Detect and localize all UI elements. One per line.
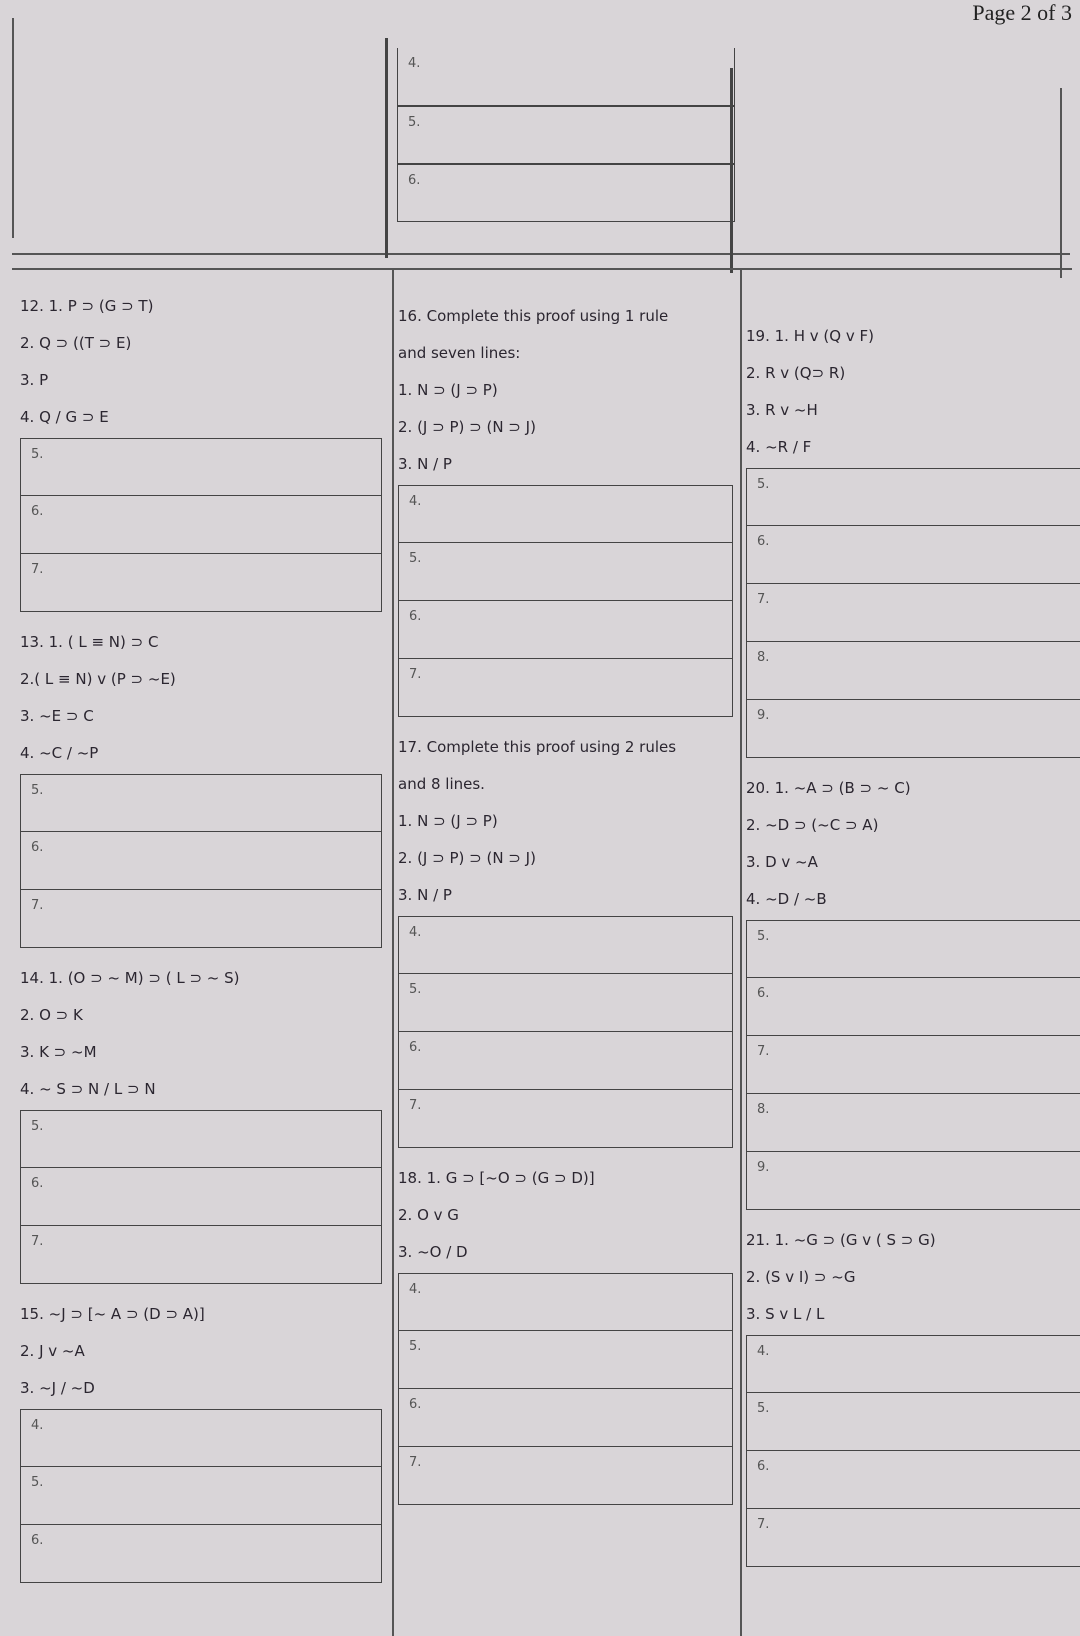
proof-row[interactable]: [398, 543, 733, 601]
premise-line: 2. (J ⊃ P) ⊃ (N ⊃ J): [398, 418, 536, 436]
row-number: 7.: [409, 1455, 422, 1470]
premise-line: 1. N ⊃ (J ⊃ P): [398, 812, 498, 830]
proof-table: [20, 438, 382, 612]
row-number: 7.: [757, 1517, 770, 1532]
problem-13: [20, 624, 382, 948]
proof-row[interactable]: [397, 164, 735, 222]
premise-line: 3. N / P: [398, 886, 452, 904]
top-strip: [12, 18, 1070, 255]
row-number: 6.: [31, 1176, 44, 1191]
problem-20: [746, 770, 1080, 1210]
proof-table: [398, 485, 733, 717]
premise-line: 14. 1. (O ⊃ ~ M) ⊃ ( L ⊃ ~ S): [20, 969, 240, 987]
premise-line: 3. ~O / D: [398, 1243, 468, 1261]
proof-table: [20, 1110, 382, 1284]
proof-row[interactable]: [746, 642, 1080, 700]
proof-row[interactable]: [20, 1409, 382, 1467]
premise-line: 2. (J ⊃ P) ⊃ (N ⊃ J): [398, 849, 536, 867]
column-middle: [392, 268, 733, 1636]
row-number: 5.: [31, 447, 44, 462]
proof-row[interactable]: [398, 1331, 733, 1389]
proof-row[interactable]: [20, 1168, 382, 1226]
proof-row[interactable]: [398, 1273, 733, 1331]
premise-line: 15. ~J ⊃ [~ A ⊃ (D ⊃ A)]: [20, 1305, 205, 1323]
premise-line: 4. ~C / ~P: [20, 744, 99, 762]
problem-12: [20, 268, 382, 612]
proof-row[interactable]: [20, 890, 382, 948]
row-number: 6.: [408, 173, 421, 188]
problem-15: [20, 1296, 382, 1583]
premise-line: 4. ~R / F: [746, 438, 812, 456]
problem-17: [398, 729, 733, 1148]
top-left-border: [12, 18, 14, 238]
row-number: 4.: [409, 925, 422, 940]
row-number: 9.: [757, 1160, 770, 1175]
row-number: 6.: [31, 504, 44, 519]
proof-row[interactable]: [20, 1110, 382, 1168]
proof-row[interactable]: [398, 1389, 733, 1447]
proof-table: [746, 920, 1080, 1210]
proof-row[interactable]: [20, 554, 382, 612]
problem-18: [398, 1160, 733, 1505]
proof-row[interactable]: [398, 1090, 733, 1148]
premise-line: 3. P: [20, 371, 49, 389]
row-number: 6.: [409, 609, 422, 624]
premise-line: 2. ~D ⊃ (~C ⊃ A): [746, 816, 879, 834]
proof-row[interactable]: [746, 700, 1080, 758]
proof-table: [20, 774, 382, 948]
instruction-line: and 8 lines.: [398, 775, 485, 793]
row-number: 6.: [757, 986, 770, 1001]
proof-table: [746, 468, 1080, 758]
premise-line: 3. R v ~H: [746, 401, 818, 419]
row-number: 6.: [757, 534, 770, 549]
premise-line: 3. N / P: [398, 455, 452, 473]
premise-line: 2. O ⊃ K: [20, 1006, 83, 1024]
proof-row[interactable]: [746, 1451, 1080, 1509]
proof-row[interactable]: [746, 526, 1080, 584]
proof-table: [398, 1273, 733, 1505]
premise-line: 3. S v L / L: [746, 1305, 825, 1323]
top-proof-table: [397, 48, 735, 222]
problem-19: [746, 268, 1080, 758]
instruction-line: 17. Complete this proof using 2 rules: [398, 738, 677, 756]
row-number: 5.: [409, 1339, 422, 1354]
row-number: 6.: [31, 840, 44, 855]
premise-line: 2. J v ~A: [20, 1342, 85, 1360]
premise-line: 3. ~J / ~D: [20, 1379, 95, 1397]
row-number: 5.: [408, 115, 421, 130]
row-number: 5.: [409, 982, 422, 997]
row-number: 7.: [31, 1234, 44, 1249]
row-number: 7.: [757, 592, 770, 607]
row-number: 5.: [31, 783, 44, 798]
proof-row[interactable]: [746, 1152, 1080, 1210]
premise-line: 18. 1. G ⊃ [~O ⊃ (G ⊃ D)]: [398, 1169, 595, 1187]
premise-line: 13. 1. ( L ≡ N) ⊃ C: [20, 633, 159, 651]
page-number: Page 2 of 3: [972, 0, 1072, 25]
proof-row[interactable]: [20, 774, 382, 832]
column-right: [740, 268, 1080, 1636]
column-left: [20, 268, 382, 1636]
premise-line: 4. Q / G ⊃ E: [20, 408, 109, 426]
proof-row[interactable]: [397, 48, 735, 106]
row-number: 5.: [31, 1475, 44, 1490]
premise-line: 1. N ⊃ (J ⊃ P): [398, 381, 498, 399]
row-number: 5.: [757, 929, 770, 944]
proof-row[interactable]: [746, 1036, 1080, 1094]
proof-row[interactable]: [20, 438, 382, 496]
proof-row[interactable]: [746, 1509, 1080, 1567]
premise-line: 12. 1. P ⊃ (G ⊃ T): [20, 297, 154, 315]
proof-row[interactable]: [746, 584, 1080, 642]
proof-table: [398, 916, 733, 1148]
row-number: 4.: [409, 494, 422, 509]
row-number: 4.: [409, 1282, 422, 1297]
premise-line: 2. (S v I) ⊃ ~G: [746, 1268, 856, 1286]
problem-21: [746, 1222, 1080, 1567]
proof-row[interactable]: [20, 1226, 382, 1284]
row-number: 7.: [409, 1098, 422, 1113]
row-number: 8.: [757, 1102, 770, 1117]
row-number: 5.: [31, 1119, 44, 1134]
proof-row[interactable]: [20, 1467, 382, 1525]
premise-line: 4. ~ S ⊃ N / L ⊃ N: [20, 1080, 156, 1098]
row-number: 7.: [31, 562, 44, 577]
instruction-line: 16. Complete this proof using 1 rule: [398, 307, 669, 325]
proof-row[interactable]: [398, 1447, 733, 1505]
premise-line: 2.( L ≡ N) v (P ⊃ ~E): [20, 670, 176, 688]
row-number: 4.: [408, 56, 421, 71]
proof-row[interactable]: [746, 1335, 1080, 1393]
row-number: 4.: [757, 1344, 770, 1359]
premise-line: 3. D v ~A: [746, 853, 818, 871]
proof-row[interactable]: [398, 1032, 733, 1090]
row-number: 9.: [757, 708, 770, 723]
proof-row[interactable]: [746, 1393, 1080, 1451]
premise-line: 4. ~D / ~B: [746, 890, 827, 908]
premise-line: 3. ~E ⊃ C: [20, 707, 94, 725]
proof-row[interactable]: [398, 974, 733, 1032]
instruction-line: and seven lines:: [398, 344, 521, 362]
top-right-border: [1060, 88, 1062, 278]
row-number: 4.: [31, 1418, 44, 1433]
premise-line: 2. R v (Q⊃ R): [746, 364, 846, 382]
row-number: 5.: [409, 551, 422, 566]
proof-row[interactable]: [746, 468, 1080, 526]
row-number: 5.: [757, 1401, 770, 1416]
row-number: 6.: [31, 1533, 44, 1548]
proof-row[interactable]: [20, 496, 382, 554]
problem-16: [398, 268, 733, 717]
top-divider-left: [385, 38, 388, 258]
problem-14: [20, 960, 382, 1284]
premise-line: 2. Q ⊃ ((T ⊃ E): [20, 334, 132, 352]
proof-table: [746, 1335, 1080, 1567]
proof-row[interactable]: [397, 106, 735, 164]
row-number: 7.: [757, 1044, 770, 1059]
proof-row[interactable]: [398, 916, 733, 974]
proof-row[interactable]: [398, 485, 733, 543]
proof-row[interactable]: [746, 1094, 1080, 1152]
premise-line: 20. 1. ~A ⊃ (B ⊃ ~ C): [746, 779, 911, 797]
proof-table: [20, 1409, 382, 1583]
premise-line: 3. K ⊃ ~M: [20, 1043, 97, 1061]
row-number: 7.: [409, 667, 422, 682]
proof-row[interactable]: [20, 832, 382, 890]
proof-row[interactable]: [746, 978, 1080, 1036]
premise-line: 19. 1. H v (Q v F): [746, 327, 874, 345]
row-number: 5.: [757, 477, 770, 492]
row-number: 6.: [409, 1397, 422, 1412]
row-number: 8.: [757, 650, 770, 665]
row-number: 6.: [409, 1040, 422, 1055]
proof-row[interactable]: [398, 601, 733, 659]
row-number: 6.: [757, 1459, 770, 1474]
proof-row[interactable]: [20, 1525, 382, 1583]
row-number: 7.: [31, 898, 44, 913]
proof-row[interactable]: [746, 920, 1080, 978]
premise-line: 21. 1. ~G ⊃ (G v ( S ⊃ G): [746, 1231, 936, 1249]
premise-line: 2. O v G: [398, 1206, 459, 1224]
proof-row[interactable]: [398, 659, 733, 717]
